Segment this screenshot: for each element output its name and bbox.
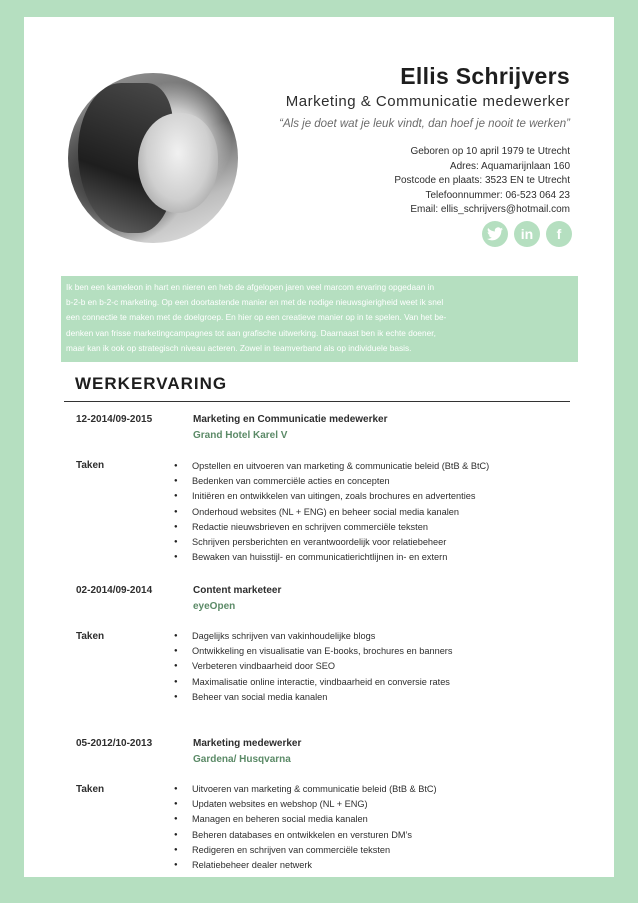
job-period: 05-2012/10-2013 xyxy=(76,738,153,749)
job-company: eyeOpen xyxy=(193,601,236,612)
task-item: ● Verbeteren vindbaarheid door SEO xyxy=(174,659,452,674)
contact-address: Adres: Aquamarijnlaan 160 xyxy=(449,160,570,172)
task-item: ● Beheer van social media kanalen xyxy=(174,690,452,705)
task-item: ● Updaten websites en webshop (NL + ENG) xyxy=(174,797,437,812)
job-period: 12-2014/09-2015 xyxy=(76,414,153,425)
tasks-label: Taken xyxy=(76,631,105,642)
job-title: Marketing medewerker xyxy=(193,738,302,749)
task-item: ● Redigeren en schrijven van commerciële teksten xyxy=(174,843,437,858)
person-name: Ellis Schrijvers xyxy=(400,63,570,89)
contact-email[interactable]: Email: ellis_schrijvers@hotmail.com xyxy=(410,204,570,215)
section-title: WERKERVARING xyxy=(75,374,228,393)
linkedin-icon[interactable]: in xyxy=(514,221,540,247)
contact-birth: Geboren op 10 april 1979 te Utrecht xyxy=(410,146,570,157)
intro-line: maar kan ik ook op strategisch niveau acteren. Zowel in teamverband als op individuele basis. xyxy=(66,342,412,353)
job-title: Content marketeer xyxy=(193,585,282,596)
social-links xyxy=(482,221,572,247)
contact-details xyxy=(394,145,570,218)
tasks-label: Taken xyxy=(76,460,105,471)
task-item: ● Beheren databases en ontwikkelen en versturen DM’s xyxy=(174,828,437,843)
job-company: Grand Hotel Karel V xyxy=(193,430,288,441)
task-list xyxy=(174,782,437,873)
task-item: ● Relatiebeheer dealer netwerk xyxy=(174,858,437,873)
task-item: ● Onderhoud websites (NL + ENG) en beheer social media kanalen xyxy=(174,505,489,520)
intro-line: denken van frisse marketingcampagnes tot aan grafische uitwerking. Daarnaast ben ik echte doener, xyxy=(66,327,436,338)
task-item: ● Bedenken van commerciële acties en concepten xyxy=(174,474,489,489)
contact-phone: Telefoonnummer: 06-523 064 23 xyxy=(425,189,570,201)
contact-postcode: Postcode en plaats: 3523 EN te Utrecht xyxy=(394,175,570,186)
job-title: Marketing en Communicatie medewerker xyxy=(193,414,388,425)
task-item: ● Schrijven persberichten en verantwoordelijk voor relatiebeheer xyxy=(174,535,489,550)
task-item: ● Managen en beheren social media kanalen xyxy=(174,812,437,827)
job-period: 02-2014/09-2014 xyxy=(76,585,153,596)
task-item: ● Ontwikkeling en visualisatie van E-books, brochures en banners xyxy=(174,644,452,659)
task-list xyxy=(174,459,489,565)
task-item: ● Bewaken van huisstijl- en communicatierichtlijnen in- en extern xyxy=(174,550,489,565)
profile-photo xyxy=(68,73,238,243)
personal-quote: “Als je doet wat je leuk vindt, dan hoef je nooit te werken” xyxy=(279,118,570,130)
task-list xyxy=(174,629,452,705)
intro-summary xyxy=(61,276,578,362)
task-item: ● Opstellen en uitvoeren van marketing & communicatie beleid (BtB & BtC) xyxy=(174,459,489,474)
intro-line: b-2-b en b-2-c marketing. Op een doortastende manier en met de nodige nieuwsgierigheid weet ik snel xyxy=(66,297,444,308)
job-role: Marketing & Communicatie medewerker xyxy=(285,93,570,110)
job-company: Gardena/ Husqvarna xyxy=(193,754,291,765)
task-item: ● Dagelijks schrijven van vakinhoudelijke blogs xyxy=(174,629,452,644)
task-item: ● Redactie nieuwsbrieven en schrijven commerciële teksten xyxy=(174,520,489,535)
intro-line: Ik ben een kameleon in hart en nieren en heb de afgelopen jaren veel marcom ervaring opgedaan in xyxy=(66,282,435,292)
intro-line: een connectie te maken met de doelgroep. En hier op een creatieve manier op in te spelen. Van het be- xyxy=(66,312,447,323)
facebook-icon[interactable]: f xyxy=(546,221,572,247)
task-item: ● Maximalisatie online interactie, vindbaarheid en conversie rates xyxy=(174,675,452,690)
twitter-icon[interactable] xyxy=(482,221,508,247)
tasks-label: Taken xyxy=(76,784,105,795)
task-item: ● Initiëren en ontwikkelen van uitingen, zoals brochures en advertenties xyxy=(174,489,489,504)
section-divider xyxy=(64,401,570,402)
task-item: ● Uitvoeren van marketing & communicatie beleid (BtB & BtC) xyxy=(174,782,437,797)
